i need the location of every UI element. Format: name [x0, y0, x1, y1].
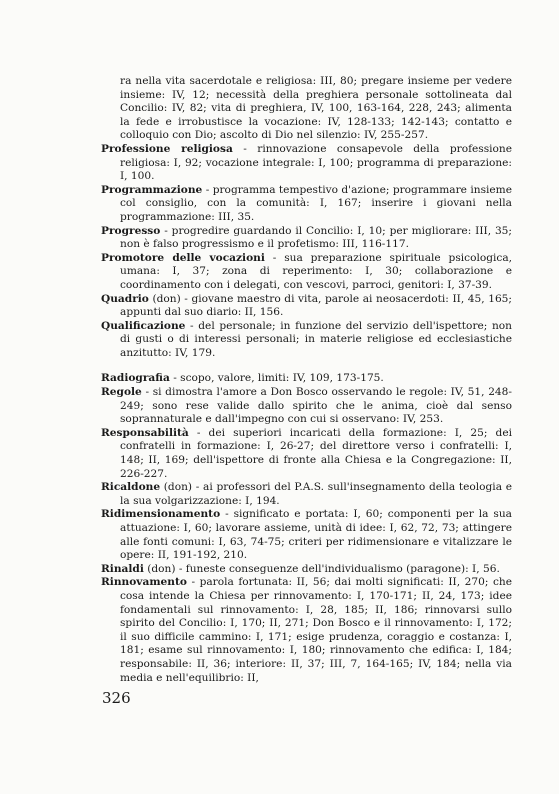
index-entries-group-r	[101, 372, 512, 685]
index-entry	[101, 184, 512, 225]
index-page	[101, 75, 512, 685]
index-term: Radiografia	[101, 372, 170, 385]
index-entry	[101, 563, 512, 577]
index-references: - progredire guardando il Concilio: I, 10; per migliorare: III, 35; non è falso progressismo e il profetismo: III, 116-117.	[120, 224, 512, 251]
index-references: - programma tempestivo d'azione; programmare insieme col consiglio, con la comunità: I, 167; inserire i giovani nella programmazione: III, 35.	[120, 183, 512, 223]
index-references: - rinnovazione consapevole della professione religiosa: I, 92; vocazione integrale: I, 100; programma di preparazione: I, 100.	[120, 142, 512, 183]
continuation-entry: ra nella vita sacerdotale e religiosa: III, 80; pregare insieme per vedere insieme: IV, 12; necessità della preghiera personale sottolineata dal Concilio: IV, 82; vita di preghiera, IV, 100, 163-164, 228, 243; alimenta la fede e irrobustisce la vocazione: IV, 128-133; 142-143; contatto e colloquio con Dio; ascolto di Dio nel silenzio: IV, 255-257.	[120, 75, 512, 142]
index-entry	[101, 508, 512, 562]
index-references: - sua preparazione spirituale psicologica, umana: I, 37; zona di reperimento: I, 30; collaborazione e coordinamento con i delegati, con vescovi, parroci, genitori: I, 37-39.	[120, 251, 513, 291]
index-references: - significato e portata: I, 60; componenti per la sua attuazione: I, 60; lavorare assieme, unità di idee: I, 62, 72, 73; attingere alle fonti comuni: I, 63, 74-75; criteri per ridimensionare e vitalizzare le opere: II, 191-192, 210.	[120, 508, 512, 562]
index-references: - parola fortunata: II, 56; dai molti significati: II, 270; che cosa intende la Chiesa per rinnovamento: I, 170-171; II, 24, 173; idee fondamentali sul rinnovamento: I, 28, 185; II, 186; rinnovarsi sullo spirito del Concilio: I, 170; II, 271; Don Bosco e il rinnovamento: I, 172; il suo difficile cammino: I, 171; esige prudenza, coraggio e costanza: I, 181; esame sul rinnovamento: I, 180; rinnovamento che edifica: I, 184; responsabile: II, 36; interiore: II, 37; III, 7, 164-165; IV, 184; nella via media e nell'equilibrio: II,	[120, 576, 512, 684]
index-references: - scopo, valore, limiti: IV, 109, 173-175.	[169, 372, 384, 385]
index-entry	[101, 293, 512, 320]
index-term: Promotore delle vocazioni	[101, 251, 265, 264]
index-entry	[101, 252, 512, 293]
index-term: Professione religiosa	[101, 142, 233, 155]
index-term: Ricaldone	[101, 481, 161, 494]
index-references: - del personale; in funzione del servizio dell'ispettore; non di gusti o di interessi personali; in materie religiose ed ecclesiastiche anzitutto: IV, 179.	[120, 319, 512, 359]
index-references: (don) - giovane maestro di vita, parole ai neosacerdoti: II, 45, 165; appunti dal suo diario: II, 156.	[120, 292, 512, 319]
index-entry	[101, 481, 512, 508]
index-term: Progresso	[101, 224, 161, 237]
index-entry	[101, 372, 512, 386]
index-references: - si dimostra l'amore a Don Bosco osservando le regole: IV, 51, 248-249; sono rese valide dallo spirito che le anima, cioè dal senso soprannaturale e dall'impegno con cui si osservano: IV, 253.	[120, 386, 512, 426]
section-gap	[101, 360, 512, 372]
index-references: (don) - ai professori del P.A.S. sull'insegnamento della teologia e la sua volgarizzazione: I, 194.	[120, 481, 512, 507]
index-term: Responsabilità	[101, 426, 189, 439]
index-term: Programmazione	[101, 183, 203, 196]
index-term: Qualificazione	[101, 319, 186, 332]
index-references: - dei superiori incaricati della formazione: I, 25; dei confratelli in formazione: I, 26-27; del direttore verso i confratelli: I, 148; II, 169; dell'ispettore di fronte alla Chiesa e la Congregazione: II, 226-227.	[120, 426, 512, 480]
index-entry	[101, 576, 512, 685]
index-term: Ridimensionamento	[101, 508, 221, 521]
index-term: Rinnovamento	[101, 576, 187, 589]
index-term: Quadrio	[101, 292, 149, 305]
index-entry	[101, 143, 512, 184]
page-number: 326	[102, 689, 131, 707]
index-entry	[101, 320, 512, 361]
index-references: (don) - funeste conseguenze dell'individualismo (paragone): I, 56.	[143, 562, 500, 575]
index-entry	[101, 427, 512, 481]
index-term: Regole	[101, 386, 142, 399]
index-entry	[101, 386, 512, 427]
index-entry	[101, 225, 512, 252]
index-term: Rinaldi	[101, 562, 144, 575]
index-entries-group-p-q	[101, 143, 512, 361]
